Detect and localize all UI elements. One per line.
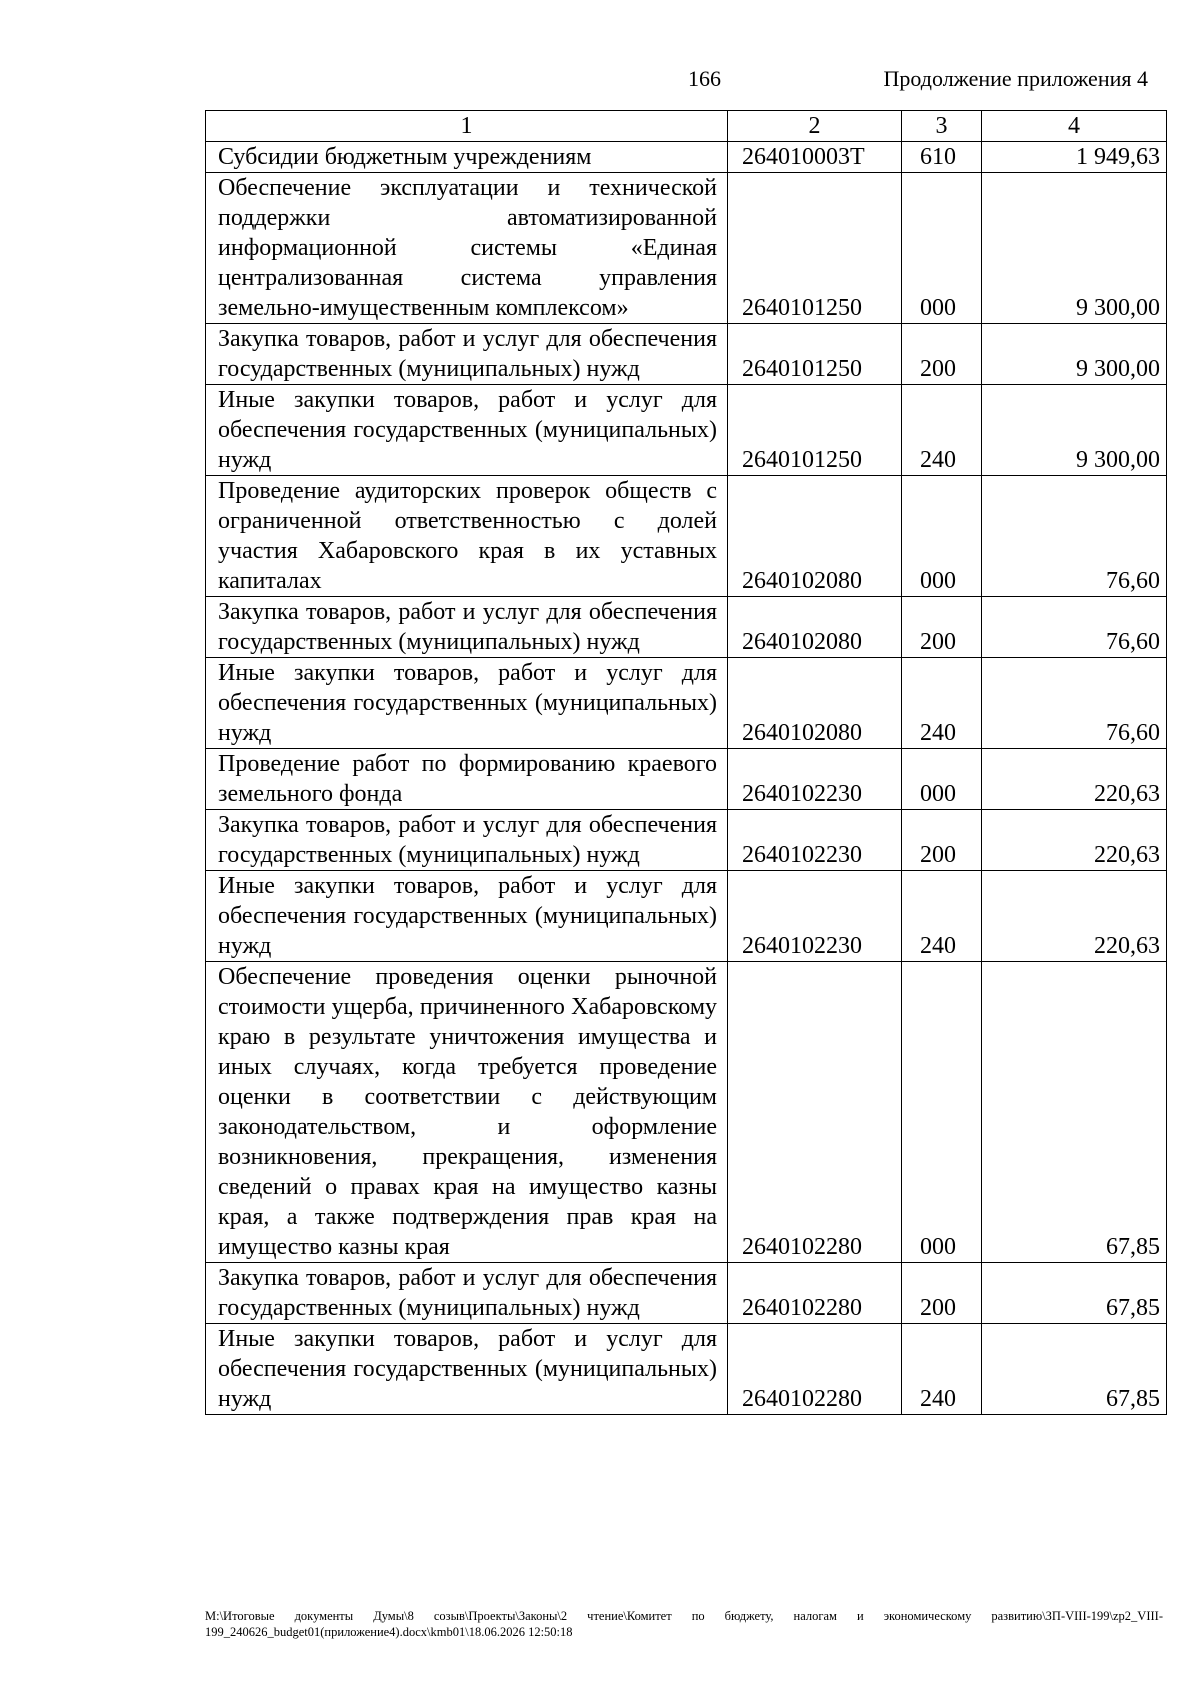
column-header-2: 2 bbox=[728, 111, 902, 142]
row-name-cell: Закупка товаров, работ и услуг для обеспечения государственных (муниципальных) нужд bbox=[206, 1263, 728, 1324]
table-row bbox=[206, 324, 1167, 385]
row-name-cell: Обеспечение проведения оценки рыночной стоимости ущерба, причиненного Хабаровскому краю в результате уничтожения имущества и иных случаях, когда требуется проведение оценки в соответствии с действующим законодательством, и оформление возникновения, прекращения, изменения сведений о правах края на имущество казны края, а также подтверждения прав края на имущество казны края bbox=[206, 962, 728, 1263]
row-type-cell: 200 bbox=[902, 810, 982, 871]
column-header-1: 1 bbox=[206, 111, 728, 142]
row-amount-cell: 67,85 bbox=[982, 1263, 1167, 1324]
row-type-cell: 000 bbox=[902, 749, 982, 810]
row-code-cell: 2640102230 bbox=[728, 810, 902, 871]
row-amount-cell: 76,60 bbox=[982, 658, 1167, 749]
table-row bbox=[206, 962, 1167, 1263]
row-code-cell: 2640102080 bbox=[728, 476, 902, 597]
page-number: 166 bbox=[688, 66, 721, 91]
file-path-footer: M:\Итоговые документы Думы\8 созыв\Проекты\Законы\2 чтение\Комитет по бюджету, налогам и экономическому развитию\ЗП-VIII-199\zp2_VIII-199_240626_budget01(приложение4).docx\kmb01\18.06.2026 12:50:18 bbox=[205, 1609, 1163, 1639]
row-type-cell: 240 bbox=[902, 871, 982, 962]
row-code-cell: 2640102230 bbox=[728, 749, 902, 810]
row-amount-cell: 9 300,00 bbox=[982, 173, 1167, 324]
table-row bbox=[206, 173, 1167, 324]
row-amount-cell: 67,85 bbox=[982, 962, 1167, 1263]
column-header-4: 4 bbox=[982, 111, 1167, 142]
column-header-3: 3 bbox=[902, 111, 982, 142]
continuation-label: Продолжение приложения 4 bbox=[883, 66, 1148, 91]
row-amount-cell: 220,63 bbox=[982, 749, 1167, 810]
row-type-cell: 240 bbox=[902, 1324, 982, 1415]
table-row bbox=[206, 385, 1167, 476]
row-name-cell: Закупка товаров, работ и услуг для обеспечения государственных (муниципальных) нужд bbox=[206, 597, 728, 658]
budget-table bbox=[205, 110, 1167, 1415]
table-row bbox=[206, 597, 1167, 658]
row-code-cell: 2640102280 bbox=[728, 962, 902, 1263]
table-row bbox=[206, 810, 1167, 871]
row-code-cell: 2640102080 bbox=[728, 658, 902, 749]
row-name-cell: Иные закупки товаров, работ и услуг для обеспечения государственных (муниципальных) нужд bbox=[206, 385, 728, 476]
row-type-cell: 000 bbox=[902, 173, 982, 324]
row-name-cell: Проведение аудиторских проверок обществ с ограниченной ответственностью с долей участия Хабаровского края в их уставных капиталах bbox=[206, 476, 728, 597]
row-type-cell: 200 bbox=[902, 597, 982, 658]
table-header-row bbox=[206, 111, 1167, 142]
row-name-cell: Иные закупки товаров, работ и услуг для обеспечения государственных (муниципальных) нужд bbox=[206, 1324, 728, 1415]
row-code-cell: 2640102280 bbox=[728, 1324, 902, 1415]
row-name-cell: Иные закупки товаров, работ и услуг для обеспечения государственных (муниципальных) нужд bbox=[206, 871, 728, 962]
table-row bbox=[206, 476, 1167, 597]
table-row bbox=[206, 1324, 1167, 1415]
row-name-cell: Субсидии бюджетным учреждениям bbox=[206, 142, 728, 173]
table-row bbox=[206, 658, 1167, 749]
row-amount-cell: 76,60 bbox=[982, 476, 1167, 597]
row-name-cell: Иные закупки товаров, работ и услуг для обеспечения государственных (муниципальных) нужд bbox=[206, 658, 728, 749]
row-code-cell: 264010003Т bbox=[728, 142, 902, 173]
row-code-cell: 2640101250 bbox=[728, 173, 902, 324]
row-type-cell: 240 bbox=[902, 385, 982, 476]
row-name-cell: Проведение работ по формированию краевого земельного фонда bbox=[206, 749, 728, 810]
row-amount-cell: 220,63 bbox=[982, 810, 1167, 871]
row-type-cell: 000 bbox=[902, 962, 982, 1263]
row-type-cell: 200 bbox=[902, 324, 982, 385]
row-amount-cell: 220,63 bbox=[982, 871, 1167, 962]
row-amount-cell: 9 300,00 bbox=[982, 385, 1167, 476]
row-name-cell: Закупка товаров, работ и услуг для обеспечения государственных (муниципальных) нужд bbox=[206, 324, 728, 385]
table-row bbox=[206, 871, 1167, 962]
table-row bbox=[206, 749, 1167, 810]
row-name-cell: Обеспечение эксплуатации и технической поддержки автоматизированной информационной системы «Единая централизованная система управления земельно-имущественным комплексом» bbox=[206, 173, 728, 324]
row-type-cell: 200 bbox=[902, 1263, 982, 1324]
row-amount-cell: 67,85 bbox=[982, 1324, 1167, 1415]
row-type-cell: 000 bbox=[902, 476, 982, 597]
row-name-cell: Закупка товаров, работ и услуг для обеспечения государственных (муниципальных) нужд bbox=[206, 810, 728, 871]
table-row bbox=[206, 142, 1167, 173]
row-amount-cell: 76,60 bbox=[982, 597, 1167, 658]
row-type-cell: 240 bbox=[902, 658, 982, 749]
row-amount-cell: 9 300,00 bbox=[982, 324, 1167, 385]
row-code-cell: 2640102280 bbox=[728, 1263, 902, 1324]
table-row bbox=[206, 1263, 1167, 1324]
row-code-cell: 2640102080 bbox=[728, 597, 902, 658]
row-code-cell: 2640101250 bbox=[728, 324, 902, 385]
row-type-cell: 610 bbox=[902, 142, 982, 173]
row-amount-cell: 1 949,63 bbox=[982, 142, 1167, 173]
row-code-cell: 2640101250 bbox=[728, 385, 902, 476]
row-code-cell: 2640102230 bbox=[728, 871, 902, 962]
